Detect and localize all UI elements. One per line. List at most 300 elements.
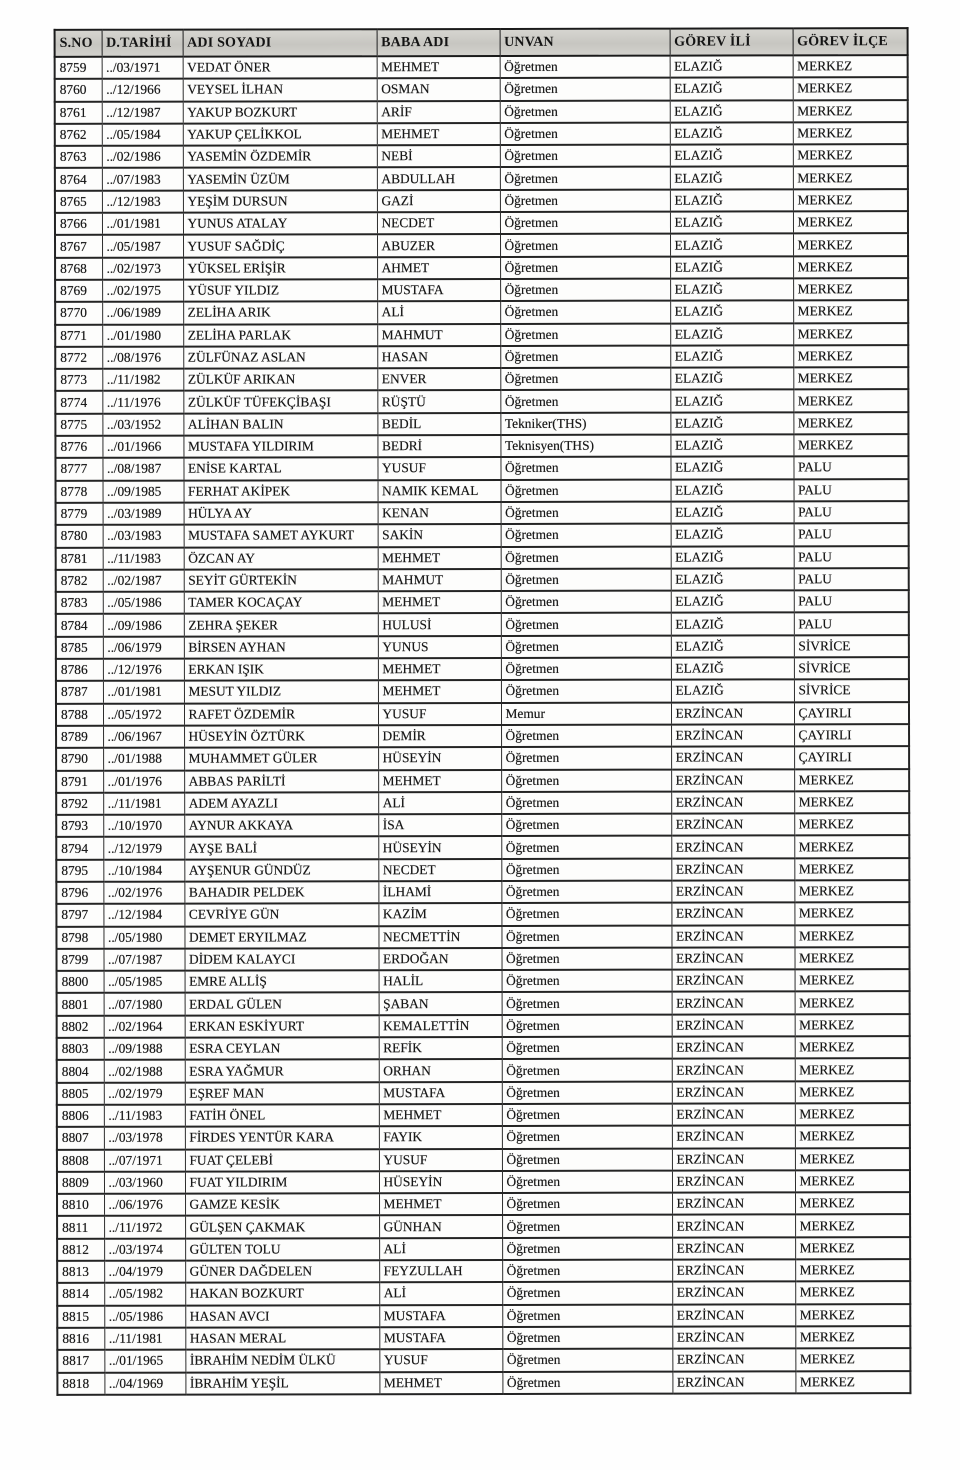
cell-adi-soyadi: ABBAS PARİLTİ (184, 770, 378, 793)
cell-gorev-ilce: MERKEZ (793, 211, 908, 234)
cell-gorev-ilce: SİVRİCE (794, 635, 909, 658)
cell-dtarihi: ../01/1965 (104, 1350, 185, 1372)
cell-unvan: Öğretmen (502, 1260, 672, 1283)
cell-sno: 8762 (55, 124, 102, 146)
cell-dtarihi: ../09/1988 (104, 1038, 185, 1060)
cell-unvan: Öğretmen (502, 1304, 672, 1327)
cell-gorev-ili: ELAZIĞ (670, 122, 793, 145)
cell-dtarihi: ../11/1976 (102, 391, 183, 413)
cell-adi-soyadi: MUSTAFA SAMET AYKURT (184, 524, 378, 547)
table-row (57, 1058, 910, 1082)
cell-sno: 8799 (56, 949, 103, 971)
cell-sno: 8818 (57, 1372, 104, 1394)
cell-unvan: Öğretmen (501, 591, 671, 614)
cell-gorev-ili: ERZİNCAN (671, 925, 794, 948)
cell-gorev-ili: ERZİNCAN (672, 1014, 795, 1037)
cell-baba-adi: ARİF (377, 101, 500, 124)
cell-dtarihi: ../01/1976 (103, 770, 184, 792)
cell-gorev-ilce: PALU (794, 568, 909, 591)
table-row (56, 813, 909, 837)
cell-sno: 8816 (57, 1328, 104, 1350)
cell-adi-soyadi: ZELİHA PARLAK (183, 324, 377, 347)
cell-gorev-ilce: PALU (794, 523, 909, 546)
cell-adi-soyadi: ESRA YAĞMUR (185, 1060, 379, 1083)
cell-dtarihi: ../06/1989 (102, 302, 183, 324)
table-row (55, 345, 908, 369)
cell-dtarihi: ../05/1982 (104, 1283, 185, 1305)
cell-unvan: Öğretmen (500, 256, 670, 279)
cell-gorev-ilce: ÇAYIRLI (794, 724, 909, 747)
cell-dtarihi: ../01/1966 (102, 436, 183, 458)
table-row (56, 702, 909, 726)
cell-gorev-ilce: MERKEZ (795, 1103, 910, 1126)
table-row (56, 679, 909, 703)
cell-gorev-ili: ERZİNCAN (672, 1349, 795, 1372)
cell-gorev-ili: ERZİNCAN (671, 791, 794, 814)
table-row (57, 1259, 910, 1283)
cell-sno: 8790 (56, 748, 103, 770)
cell-adi-soyadi: GÜLŞEN ÇAKMAK (185, 1216, 379, 1239)
cell-dtarihi: ../01/1981 (102, 213, 183, 235)
cell-unvan: Öğretmen (500, 56, 670, 79)
table-row (57, 1348, 910, 1372)
cell-adi-soyadi: YEŞİM DURSUN (183, 190, 377, 213)
cell-dtarihi: ../05/1987 (102, 235, 183, 257)
cell-gorev-ilce: MERKEZ (795, 1125, 910, 1148)
cell-sno: 8787 (56, 681, 103, 703)
cell-baba-adi: MEHMET (378, 591, 501, 614)
cell-adi-soyadi: ZÜLKÜF TÜFEKÇİBAŞI (183, 391, 377, 414)
cell-sno: 8804 (57, 1060, 104, 1082)
cell-adi-soyadi: MUSTAFA YILDIRIM (183, 435, 377, 458)
cell-adi-soyadi: YAKUP BOZKURT (183, 101, 377, 124)
cell-dtarihi: ../02/1988 (104, 1060, 185, 1082)
cell-unvan: Öğretmen (502, 1215, 672, 1238)
cell-baba-adi: ERDOĞAN (378, 948, 501, 971)
cell-unvan: Öğretmen (501, 836, 671, 859)
cell-gorev-ili: ELAZIĞ (671, 590, 794, 613)
cell-baba-adi: MEHMET (379, 1104, 502, 1127)
cell-gorev-ilce: MERKEZ (793, 233, 908, 256)
cell-gorev-ili: ELAZIĞ (671, 568, 794, 591)
cell-baba-adi: YUSUF (379, 1349, 502, 1372)
cell-unvan: Öğretmen (500, 323, 670, 346)
cell-baba-adi: BEDİL (377, 413, 500, 436)
table-row (56, 880, 909, 904)
cell-gorev-ili: ELAZIĞ (671, 635, 794, 658)
column-header-gorev-ili: GÖREV İLİ (670, 28, 793, 55)
table-row (55, 233, 908, 257)
table-row (55, 189, 908, 213)
cell-baba-adi: MEHMET (378, 680, 501, 703)
cell-unvan: Öğretmen (500, 390, 670, 413)
cell-unvan: Teknisyen(THS) (500, 435, 670, 458)
cell-gorev-ilce: MERKEZ (794, 947, 909, 970)
cell-sno: 8759 (55, 57, 102, 79)
table-row (56, 947, 909, 971)
cell-sno: 8803 (57, 1038, 104, 1060)
cell-gorev-ilce: SİVRİCE (794, 657, 909, 680)
cell-dtarihi: ../12/1976 (103, 659, 184, 681)
cell-unvan: Öğretmen (501, 747, 671, 770)
cell-adi-soyadi: EŞREF MAN (185, 1082, 379, 1105)
cell-unvan: Memur (501, 702, 671, 725)
cell-unvan: Öğretmen (502, 1327, 672, 1350)
table-row (57, 1281, 910, 1305)
cell-adi-soyadi: HASAN AVCI (185, 1305, 379, 1328)
cell-gorev-ilce: MERKEZ (793, 256, 908, 279)
cell-dtarihi: ../03/1952 (102, 413, 183, 435)
cell-baba-adi: KEMALETTİN (379, 1015, 502, 1038)
cell-gorev-ilce: MERKEZ (794, 902, 909, 925)
cell-gorev-ili: ERZİNCAN (671, 769, 794, 792)
personnel-table (54, 27, 912, 1396)
cell-gorev-ili: ERZİNCAN (672, 1081, 795, 1104)
cell-gorev-ili: ERZİNCAN (672, 1170, 795, 1193)
cell-gorev-ilce: ÇAYIRLI (794, 702, 909, 725)
cell-sno: 8771 (55, 324, 102, 346)
table-row (56, 724, 909, 748)
table-row (56, 635, 909, 659)
cell-baba-adi: DEMİR (378, 725, 501, 748)
cell-gorev-ili: ERZİNCAN (672, 1059, 795, 1082)
cell-sno: 8775 (55, 414, 102, 436)
table-row (57, 1170, 910, 1194)
cell-sno: 8796 (56, 882, 103, 904)
table-row (55, 300, 908, 324)
cell-unvan: Öğretmen (502, 1126, 672, 1149)
cell-gorev-ili: ELAZIĞ (670, 256, 793, 279)
cell-dtarihi: ../02/1975 (102, 280, 183, 302)
cell-adi-soyadi: ENİSE KARTAL (183, 458, 377, 481)
cell-adi-soyadi: MUHAMMET GÜLER (184, 747, 378, 770)
cell-sno: 8769 (55, 280, 102, 302)
cell-sno: 8791 (56, 770, 103, 792)
cell-unvan: Öğretmen (500, 167, 670, 190)
table-row (56, 835, 909, 859)
cell-gorev-ili: ERZİNCAN (672, 1282, 795, 1305)
cell-adi-soyadi: ZEHRA ŞEKER (184, 614, 378, 637)
cell-sno: 8802 (57, 1016, 104, 1038)
cell-unvan: Öğretmen (502, 1104, 672, 1127)
cell-gorev-ili: ELAZIĞ (670, 234, 793, 257)
cell-dtarihi: ../05/1986 (104, 1305, 185, 1327)
cell-unvan: Öğretmen (501, 725, 671, 748)
table-body (55, 55, 911, 1395)
cell-baba-adi: MEHMET (377, 56, 500, 79)
cell-unvan: Öğretmen (501, 502, 671, 525)
cell-gorev-ilce: PALU (794, 613, 909, 636)
cell-sno: 8773 (55, 369, 102, 391)
cell-unvan: Öğretmen (501, 858, 671, 881)
cell-unvan: Öğretmen (500, 457, 670, 480)
cell-baba-adi: MUSTAFA (379, 1082, 502, 1105)
table-row (57, 1103, 910, 1127)
cell-unvan: Öğretmen (500, 368, 670, 391)
cell-sno: 8814 (57, 1283, 104, 1305)
cell-gorev-ilce: MERKEZ (795, 969, 910, 992)
cell-adi-soyadi: ERKAN ESKİYURT (185, 1015, 379, 1038)
cell-dtarihi: ../04/1969 (104, 1372, 185, 1394)
cell-baba-adi: MEHMET (378, 769, 501, 792)
cell-baba-adi: HULUSİ (378, 613, 501, 636)
cell-adi-soyadi: ZELİHA ARIK (183, 301, 377, 324)
table-row (57, 1326, 910, 1350)
cell-baba-adi: MUSTAFA (379, 1305, 502, 1328)
table-row (57, 1081, 910, 1105)
cell-adi-soyadi: HÜLYA AY (184, 502, 378, 525)
cell-adi-soyadi: AYNUR AKKAYA (184, 814, 378, 837)
table-row (56, 590, 909, 614)
cell-gorev-ili: ELAZIĞ (670, 368, 793, 391)
cell-gorev-ili: ELAZIĞ (670, 55, 793, 78)
cell-dtarihi: ../03/1971 (102, 57, 183, 79)
cell-sno: 8798 (56, 926, 103, 948)
cell-gorev-ili: ELAZIĞ (670, 278, 793, 301)
cell-dtarihi: ../10/1970 (103, 815, 184, 837)
cell-sno: 8810 (57, 1194, 104, 1216)
cell-sno: 8795 (56, 859, 103, 881)
cell-gorev-ili: ERZİNCAN (671, 836, 794, 859)
table-row (57, 1125, 910, 1149)
cell-gorev-ilce: MERKEZ (795, 1326, 910, 1349)
cell-dtarihi: ../12/1966 (102, 79, 183, 101)
cell-baba-adi: MUSTAFA (377, 279, 500, 302)
cell-sno: 8809 (57, 1172, 104, 1194)
cell-dtarihi: ../10/1984 (103, 859, 184, 881)
cell-gorev-ilce: MERKEZ (793, 122, 908, 145)
cell-gorev-ili: ELAZIĞ (670, 167, 793, 190)
cell-gorev-ilce: ÇAYIRLI (794, 746, 909, 769)
column-header-dtarihi: D.TARİHİ (102, 30, 183, 57)
cell-dtarihi: ../11/1972 (104, 1216, 185, 1238)
table-row (57, 1371, 910, 1395)
cell-gorev-ili: ERZİNCAN (671, 858, 794, 881)
cell-dtarihi: ../11/1981 (103, 792, 184, 814)
cell-sno: 8761 (55, 101, 102, 123)
cell-dtarihi: ../05/1980 (103, 926, 184, 948)
table-row (56, 523, 909, 547)
cell-unvan: Öğretmen (500, 189, 670, 212)
cell-adi-soyadi: CEVRİYE GÜN (184, 903, 378, 926)
cell-gorev-ili: ELAZIĞ (671, 546, 794, 569)
cell-dtarihi: ../03/1960 (104, 1171, 185, 1193)
cell-unvan: Öğretmen (502, 1237, 672, 1260)
cell-sno: 8817 (57, 1350, 104, 1372)
cell-unvan: Öğretmen (502, 1349, 672, 1372)
cell-gorev-ilce: MERKEZ (793, 434, 908, 457)
cell-gorev-ili: ERZİNCAN (671, 724, 794, 747)
table-row (56, 858, 909, 882)
cell-gorev-ilce: MERKEZ (794, 880, 909, 903)
cell-dtarihi: ../09/1986 (103, 614, 184, 636)
cell-sno: 8763 (55, 146, 102, 168)
cell-gorev-ilce: MERKEZ (793, 323, 908, 346)
table-row (56, 479, 909, 503)
cell-adi-soyadi: ZÜLKÜF ARIKAN (183, 368, 377, 391)
cell-baba-adi: HALİL (379, 970, 502, 993)
column-header-adi-soyadi: ADI SOYADI (183, 29, 377, 56)
cell-unvan: Öğretmen (500, 78, 670, 101)
cell-sno: 8811 (57, 1216, 104, 1238)
table-row (57, 992, 910, 1016)
cell-baba-adi: BEDRİ (377, 435, 500, 458)
cell-adi-soyadi: YUSUF SAĞDİÇ (183, 235, 377, 258)
cell-dtarihi: ../03/1989 (103, 503, 184, 525)
cell-gorev-ilce: MERKEZ (795, 1215, 910, 1238)
column-header-baba-adi: BABA ADI (377, 29, 500, 56)
cell-gorev-ili: ELAZIĞ (670, 323, 793, 346)
cell-gorev-ili: ELAZIĞ (670, 457, 793, 480)
cell-gorev-ili: ELAZIĞ (671, 479, 794, 502)
table-row (55, 211, 908, 235)
cell-baba-adi: HASAN (377, 346, 500, 369)
cell-gorev-ili: ELAZIĞ (670, 100, 793, 123)
cell-sno: 8815 (57, 1305, 104, 1327)
cell-baba-adi: ALİ (379, 1238, 502, 1261)
cell-gorev-ili: ELAZIĞ (670, 211, 793, 234)
cell-adi-soyadi: GÜLTEN TOLU (185, 1238, 379, 1261)
cell-gorev-ili: ERZİNCAN (672, 970, 795, 993)
cell-unvan: Öğretmen (501, 947, 671, 970)
cell-sno: 8785 (56, 637, 103, 659)
cell-gorev-ilce: PALU (794, 501, 909, 524)
cell-adi-soyadi: TAMER KOCAÇAY (184, 591, 378, 614)
cell-unvan: Öğretmen (501, 658, 671, 681)
cell-dtarihi: ../09/1985 (103, 480, 184, 502)
cell-unvan: Öğretmen (501, 769, 671, 792)
cell-gorev-ili: ELAZIĞ (670, 434, 793, 457)
cell-sno: 8812 (57, 1239, 104, 1261)
table-row (55, 55, 908, 79)
cell-gorev-ili: ELAZIĞ (671, 680, 794, 703)
cell-gorev-ilce: PALU (794, 590, 909, 613)
cell-adi-soyadi: ADEM AYAZLI (184, 792, 378, 815)
cell-unvan: Öğretmen (500, 122, 670, 145)
cell-dtarihi: ../07/1987 (103, 948, 184, 970)
cell-adi-soyadi: YASEMİN ÖZDEMİR (183, 145, 377, 168)
cell-gorev-ili: ERZİNCAN (671, 702, 794, 725)
cell-gorev-ili: ELAZIĞ (671, 657, 794, 680)
cell-gorev-ilce: MERKEZ (795, 1348, 910, 1371)
cell-dtarihi: ../12/1983 (102, 190, 183, 212)
cell-adi-soyadi: SEYİT GÜRTEKİN (184, 569, 378, 592)
cell-adi-soyadi: GÜNER DAĞDELEN (185, 1260, 379, 1283)
cell-baba-adi: NECDET (377, 212, 500, 235)
cell-gorev-ilce: SİVRİCE (794, 679, 909, 702)
cell-gorev-ili: ELAZIĞ (671, 613, 794, 636)
cell-baba-adi: İSA (378, 814, 501, 837)
cell-gorev-ilce: MERKEZ (795, 1148, 910, 1171)
table-row (55, 256, 908, 280)
cell-adi-soyadi: YUNUS ATALAY (183, 212, 377, 235)
cell-gorev-ilce: MERKEZ (795, 1014, 910, 1037)
cell-adi-soyadi: ESRA CEYLAN (185, 1037, 379, 1060)
cell-unvan: Öğretmen (502, 1014, 672, 1037)
cell-sno: 8772 (55, 347, 102, 369)
cell-gorev-ilce: MERKEZ (795, 1371, 910, 1394)
cell-gorev-ilce: MERKEZ (795, 992, 910, 1015)
cell-baba-adi: REFİK (379, 1037, 502, 1060)
cell-gorev-ili: ERZİNCAN (672, 1215, 795, 1238)
cell-unvan: Öğretmen (502, 1059, 672, 1082)
cell-dtarihi: ../03/1978 (104, 1127, 185, 1149)
column-header-sno: S.NO (55, 30, 102, 57)
table-row (56, 613, 909, 637)
cell-unvan: Öğretmen (502, 1037, 672, 1060)
cell-gorev-ilce: MERKEZ (795, 1237, 910, 1260)
cell-sno: 8806 (57, 1105, 104, 1127)
cell-sno: 8776 (55, 436, 102, 458)
cell-dtarihi: ../08/1976 (102, 346, 183, 368)
table-row (56, 791, 909, 815)
cell-unvan: Öğretmen (501, 546, 671, 569)
cell-baba-adi: YUSUF (378, 703, 501, 726)
cell-unvan: Öğretmen (500, 345, 670, 368)
cell-baba-adi: MUSTAFA (379, 1327, 502, 1350)
cell-adi-soyadi: BİRSEN AYHAN (184, 636, 378, 659)
cell-dtarihi: ../12/1987 (102, 101, 183, 123)
cell-gorev-ili: ELAZIĞ (671, 501, 794, 524)
cell-gorev-ilce: MERKEZ (794, 925, 909, 948)
cell-unvan: Öğretmen (501, 568, 671, 591)
cell-dtarihi: ../01/1981 (103, 681, 184, 703)
table-row (55, 323, 908, 347)
cell-dtarihi: ../01/1980 (102, 324, 183, 346)
table-row (57, 1192, 910, 1216)
cell-sno: 8783 (56, 592, 103, 614)
cell-sno: 8788 (56, 703, 103, 725)
cell-unvan: Öğretmen (502, 1081, 672, 1104)
cell-baba-adi: FEYZULLAH (379, 1260, 502, 1283)
cell-gorev-ili: ERZİNCAN (672, 1237, 795, 1260)
cell-gorev-ilce: MERKEZ (795, 1081, 910, 1104)
cell-sno: 8774 (55, 391, 102, 413)
cell-sno: 8760 (55, 79, 102, 101)
cell-adi-soyadi: ÖZCAN AY (184, 547, 378, 570)
cell-baba-adi: GÜNHAN (379, 1215, 502, 1238)
cell-gorev-ilce: MERKEZ (793, 100, 908, 123)
cell-gorev-ilce: MERKEZ (795, 1304, 910, 1327)
cell-gorev-ilce: MERKEZ (793, 167, 908, 190)
cell-adi-soyadi: ERDAL GÜLEN (185, 993, 379, 1016)
cell-sno: 8766 (55, 213, 102, 235)
cell-sno: 8801 (57, 993, 104, 1015)
cell-unvan: Tekniker(THS) (500, 412, 670, 435)
cell-gorev-ilce: MERKEZ (795, 1058, 910, 1081)
table-row (56, 546, 909, 570)
cell-baba-adi: MAHMUT (378, 569, 501, 592)
cell-sno: 8792 (56, 793, 103, 815)
table-row (55, 456, 908, 480)
column-header-gorev-ilce: GÖREV İLÇE (793, 28, 908, 55)
table-row (57, 1036, 910, 1060)
cell-unvan: Öğretmen (500, 212, 670, 235)
cell-dtarihi: ../11/1981 (104, 1328, 185, 1350)
cell-baba-adi: MEHMET (377, 123, 500, 146)
cell-gorev-ilce: MERKEZ (793, 144, 908, 167)
column-header-unvan: UNVAN (500, 29, 670, 56)
cell-dtarihi: ../07/1980 (104, 993, 185, 1015)
cell-baba-adi: İLHAMİ (378, 881, 501, 904)
cell-sno: 8793 (56, 815, 103, 837)
table-row (55, 122, 908, 146)
table-row (56, 568, 909, 592)
cell-gorev-ilce: MERKEZ (794, 769, 909, 792)
cell-unvan: Öğretmen (502, 970, 672, 993)
cell-gorev-ilce: MERKEZ (793, 412, 908, 435)
cell-gorev-ilce: MERKEZ (794, 858, 909, 881)
